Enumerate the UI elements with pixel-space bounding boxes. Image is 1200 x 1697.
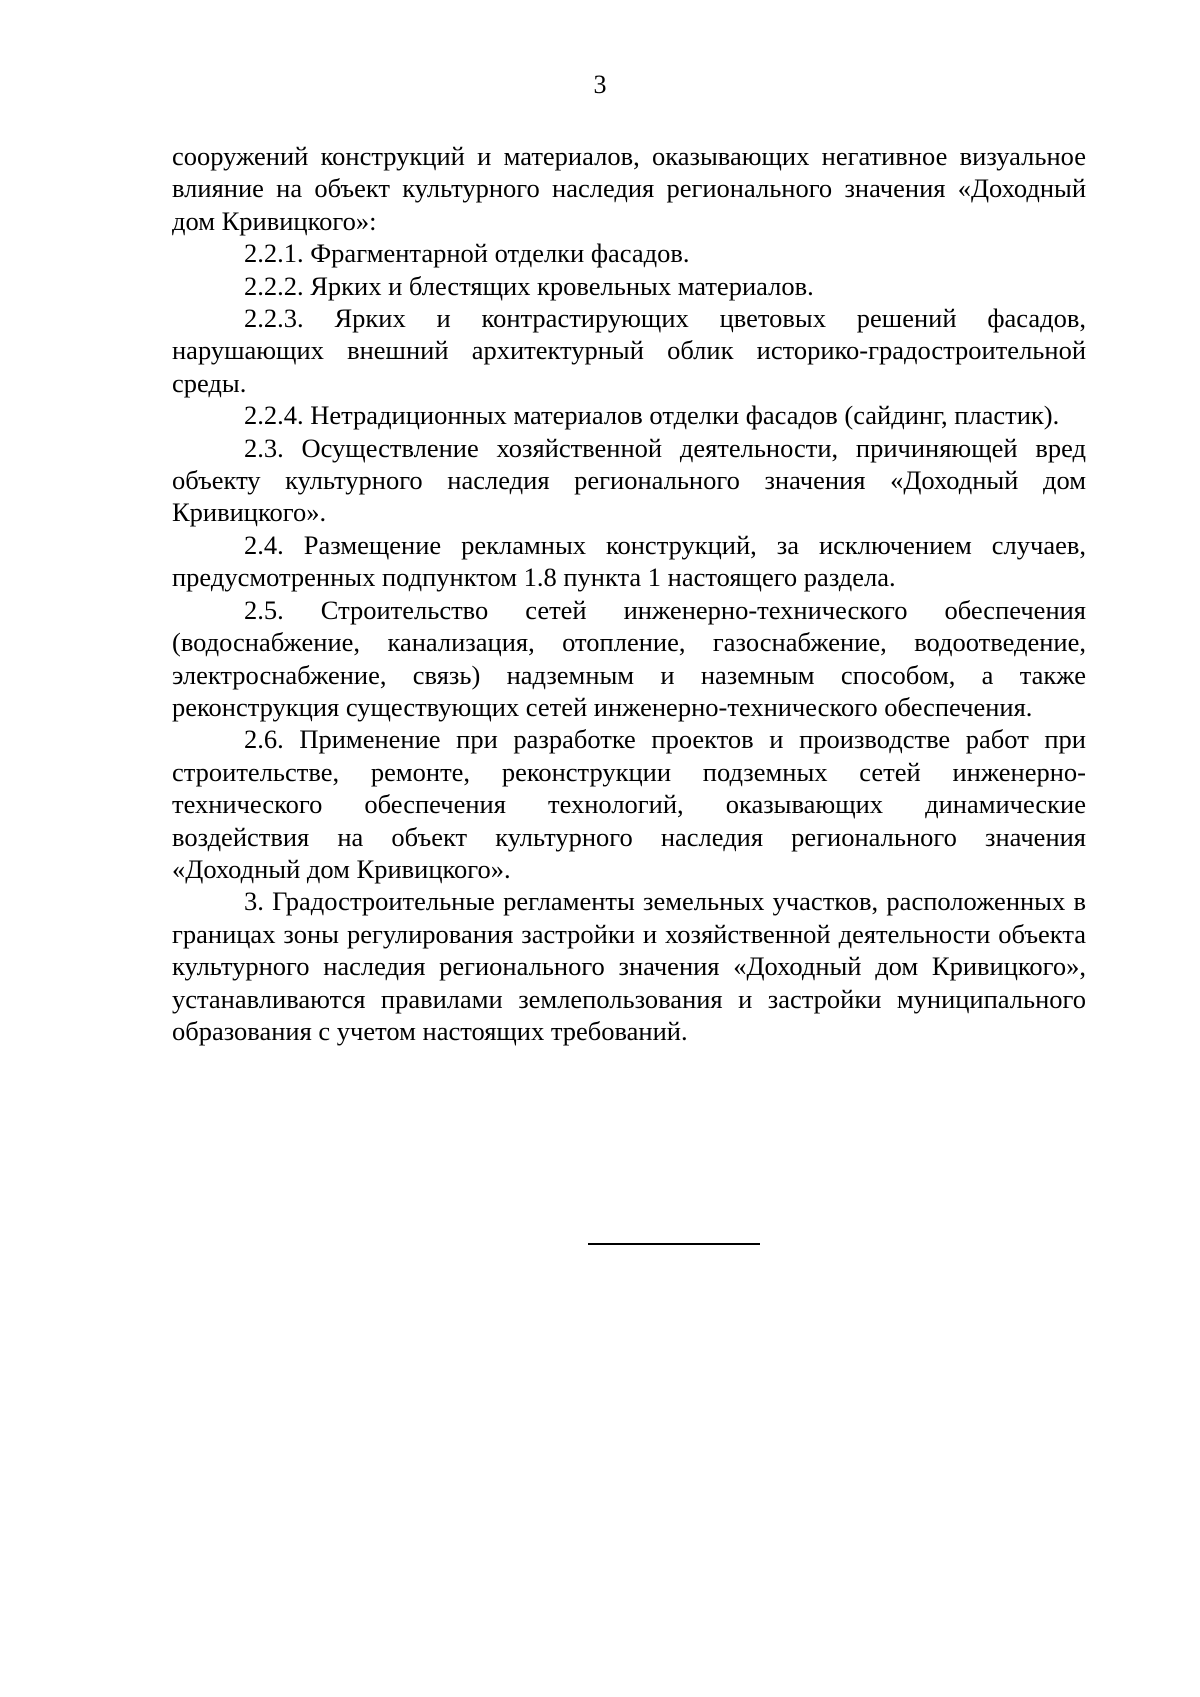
paragraph-2-2-1: 2.2.1. Фрагментарной отделки фасадов. [244,238,690,269]
paragraph-2-6: 2.6. Применение при разработке проектов и производстве работ при строительстве, ремонте, реконструкции подземных сетей инженерно-технического обеспечения технологий, оказывающих динамические воздействия на объект культурного наследия регионального значения «Доходный дом Кривицкого». [172,724,1086,884]
paragraph-2-5: 2.5. Строительство сетей инженерно-технического обеспечения (водоснабжение, канализация, отопление, газоснабжение, водоотведение, электроснабжение, связь) надземным и наземным способом, а также реконструкция существующих сетей инженерно-технического обеспечения. [172,594,1086,722]
paragraph-2-2-2: 2.2.2. Ярких и блестящих кровельных материалов. [244,270,814,301]
document-body [172,140,1086,1047]
closing-separator-line [588,1243,760,1245]
paragraph-2-2-4: 2.2.4. Нетрадиционных материалов отделки фасадов (сайдинг, пластик). [244,400,1060,431]
paragraph-continuation: сооружений конструкций и материалов, оказывающих негативное визуальное влияние на объект культурного наследия регионального значения «Доходный дом Кривицкого»: [172,141,1086,236]
paragraph-2-4: 2.4. Размещение рекламных конструкций, за исключением случаев, предусмотренных подпунктом 1.8 пункта 1 настоящего раздела. [172,529,1086,593]
paragraph-3: 3. Градостроительные регламенты земельных участков, расположенных в границах зоны регулирования застройки и хозяйственной деятельности объекта культурного наследия регионального значения «Доходный дом Кривицкого», устанавливаются правилами землепользования и застройки муниципального образования с учетом настоящих требований. [172,886,1086,1046]
page-number: 3 [593,70,607,99]
paragraph-2-2-3: 2.2.3. Ярких и контрастирующих цветовых решений фасадов, нарушающих внешний архитектурный облик историко-градостроительной среды. [172,303,1086,398]
paragraph-2-3: 2.3. Осуществление хозяйственной деятельности, причиняющей вред объекту культурного наследия регионального значения «Доходный дом Кривицкого». [172,432,1086,528]
